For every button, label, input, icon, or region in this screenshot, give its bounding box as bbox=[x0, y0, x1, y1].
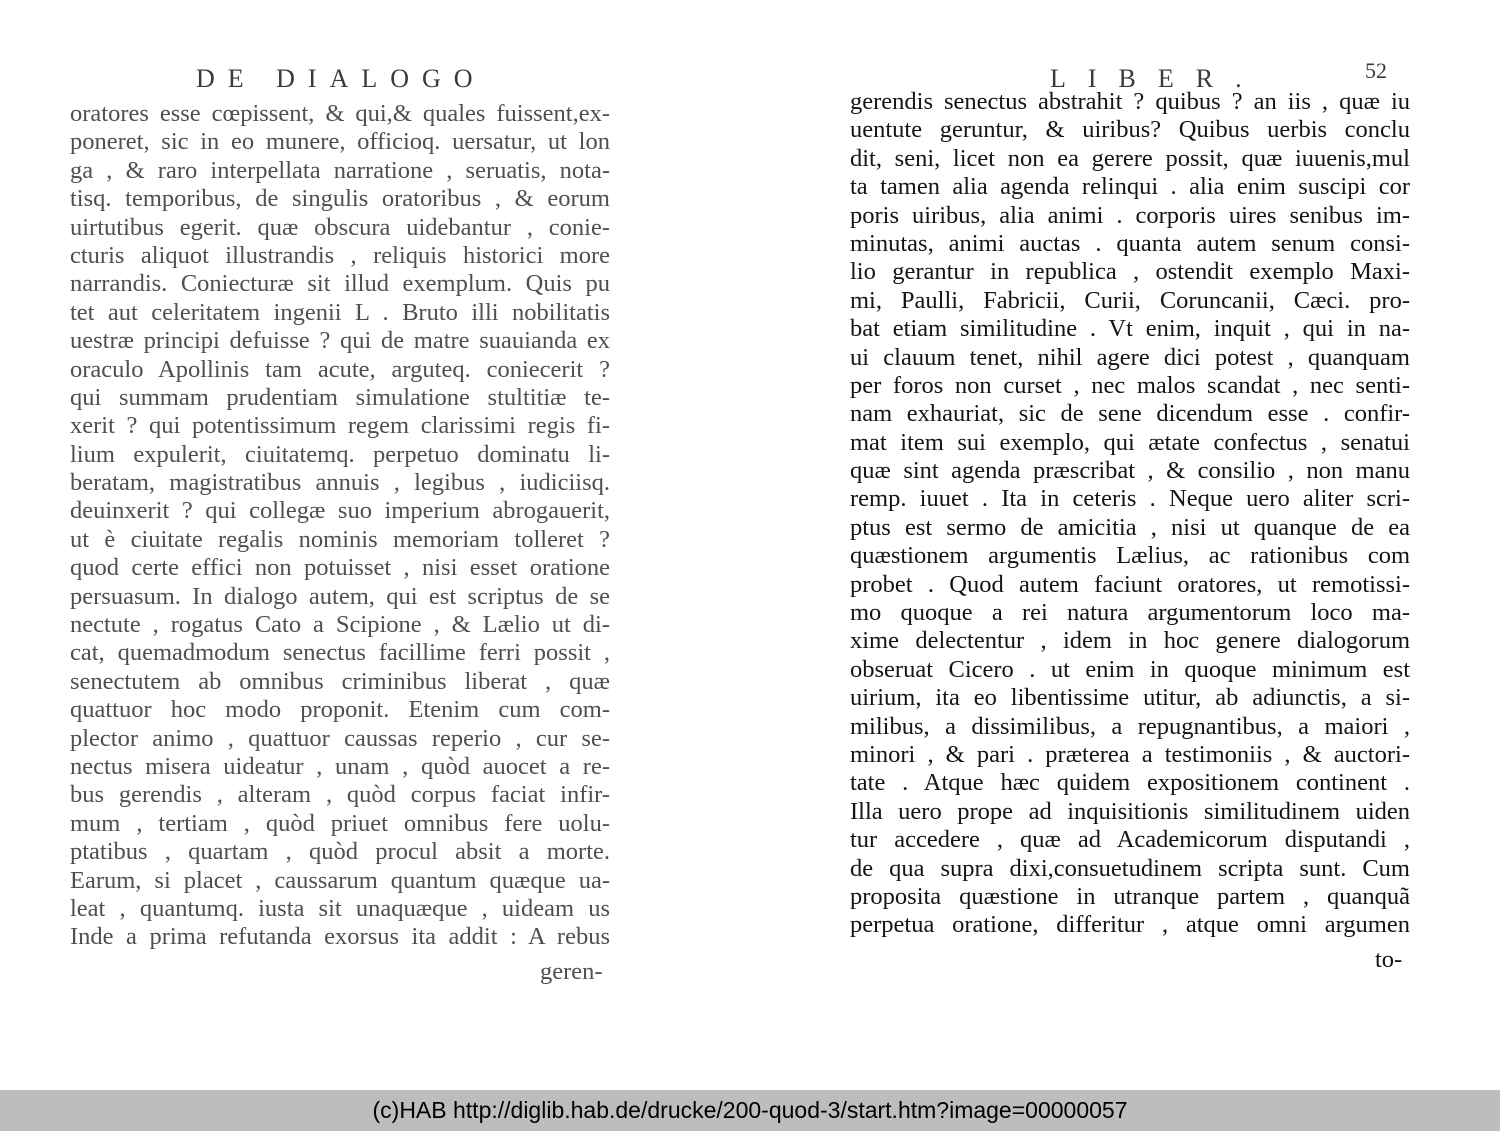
text-line: plector animo , quattuor caussas reperio , cur se- bbox=[70, 724, 610, 752]
text-line: leat , quantumq. iusta sit unaquæque , uideam us bbox=[70, 894, 610, 922]
text-line: xerit ? qui potentissimum regem clarissimi regis fi- bbox=[70, 412, 610, 440]
text-line: minori , & pari . præterea a testimoniis , & auctori- bbox=[850, 740, 1410, 768]
text-line: quod certe effici non potuisset , nisi esset oratione bbox=[70, 554, 610, 582]
text-line: Earum, si placet , caussarum quantum quæque ua- bbox=[70, 866, 610, 894]
text-line: senectutem ab omnibus criminibus liberat , quæ bbox=[70, 667, 610, 695]
text-line: cturis aliquot illustrandis , reliquis historici more bbox=[70, 241, 610, 269]
text-line: lium expulerit, ciuitatemq. perpetuo dominatu li- bbox=[70, 440, 610, 468]
text-line: uestræ principi defuisse ? qui de matre suauianda ex bbox=[70, 327, 610, 355]
text-line: ptus est sermo de amicitia , nisi ut quanque de ea bbox=[850, 513, 1410, 541]
text-line: mum , tertiam , quòd priuet omnibus fere uolu- bbox=[70, 809, 610, 837]
text-line: bus gerendis , alteram , quòd corpus faciat infir- bbox=[70, 781, 610, 809]
text-line: tate . Atque hæc quidem expositionem continent . bbox=[850, 769, 1410, 797]
text-line: quæ sint agenda præscribat , & consilio , non manu bbox=[850, 457, 1410, 485]
text-line: ui clauum tenet, nihil agere dici potest , quanquam bbox=[850, 343, 1410, 371]
text-line: tisq. temporibus, de singulis oratoribus , & eorum bbox=[70, 185, 610, 213]
text-line: Inde a prima refutanda exorsus ita addit : A rebus bbox=[70, 923, 610, 951]
text-line: tur accedere , quæ ad Academicorum disputandi , bbox=[850, 826, 1410, 854]
text-line: nectute , rogatus Cato a Scipione , & Lælio ut di- bbox=[70, 611, 610, 639]
copyright-footer: (c)HAB http://diglib.hab.de/drucke/200-quod-3/start.htm?image=00000057 bbox=[372, 1097, 1128, 1123]
text-line: quæstionem argumentis Lælius, ac rationibus com bbox=[850, 542, 1410, 570]
text-line: Illa uero prope ad inquisitionis similitudinem uiden bbox=[850, 797, 1410, 825]
text-line: perpetua oratione, differitur , atque omni argumen bbox=[850, 911, 1410, 939]
text-line: tet aut celeritatem ingenii L . Bruto illi nobilitatis bbox=[70, 298, 610, 326]
text-line: oraculo Apollinis tam acute, arguteq. coniecerit ? bbox=[70, 355, 610, 383]
text-line: nam exhauriat, sic de sene dicendum esse . confir- bbox=[850, 400, 1410, 428]
text-line: oratores esse cœpissent, & qui,& quales fuissent,ex- bbox=[70, 100, 610, 127]
text-line: persuasum. In dialogo autem, qui est scriptus de se bbox=[70, 582, 610, 610]
left-page bbox=[0, 0, 750, 1090]
text-line: ta tamen alia agenda relinqui . alia enim suscipi cor bbox=[850, 173, 1410, 201]
page-number: 52 bbox=[1365, 58, 1387, 83]
text-line: deuinxerit ? qui collegæ suo imperium abrogauerit, bbox=[70, 497, 610, 525]
text-line: uentute geruntur, & uiribus? Quibus uerbis conclu bbox=[850, 116, 1410, 144]
text-line: proposita quæstione in utranque partem , quanquã bbox=[850, 882, 1410, 910]
text-line: qui summam prudentiam simulatione stultitiæ te- bbox=[70, 383, 610, 411]
text-line: minutas, animi auctas . quanta autem senum consi- bbox=[850, 229, 1410, 257]
text-line: mi, Paulli, Fabricii, Curii, Coruncanii, Cæci. pro- bbox=[850, 286, 1410, 314]
text-line: mat item sui exemplo, qui ætate confectus , senatui bbox=[850, 428, 1410, 456]
text-line: remp. iuuet . Ita in ceteris . Neque uero aliter scri- bbox=[850, 485, 1410, 513]
text-line: milibus, a dissimilibus, a repugnantibus, a maiori , bbox=[850, 712, 1410, 740]
text-line: nectus misera uideatur , unam , quòd auocet a re- bbox=[70, 752, 610, 780]
running-head-left: DE DIALOGO bbox=[196, 64, 486, 93]
text-line: mo quoque a rei natura argumentorum loco ma- bbox=[850, 599, 1410, 627]
footer-bar bbox=[0, 1090, 1500, 1131]
text-line: ptatibus , quartam , quòd procul absit a morte. bbox=[70, 838, 610, 866]
text-line: de qua supra dixi,consuetudinem scripta sunt. Cum bbox=[850, 854, 1410, 882]
left-page-text bbox=[70, 100, 610, 952]
text-line: probet . Quod autem faciunt oratores, ut remotissi- bbox=[850, 570, 1410, 598]
text-line: poneret, sic in eo munere, officioq. uersatur, ut lon bbox=[70, 128, 610, 156]
text-line: uirium, ita eo libentissime utitur, ab adiunctis, a si- bbox=[850, 684, 1410, 712]
right-page-text bbox=[850, 88, 1410, 940]
text-line: xime delectentur , idem in hoc genere dialogorum bbox=[850, 627, 1410, 655]
text-line: bat etiam similitudine . Vt enim, inquit , qui in na- bbox=[850, 315, 1410, 343]
catchword-right: to- bbox=[1375, 946, 1403, 973]
running-head-right: LIBER. bbox=[1050, 64, 1264, 93]
text-line: ut è ciuitate regalis nominis memoriam tolleret ? bbox=[70, 525, 610, 553]
text-line: gerendis senectus abstrahit ? quibus ? an iis , quæ iu bbox=[850, 88, 1410, 115]
text-line: obseruat Cicero . ut enim in quoque minimum est bbox=[850, 655, 1410, 683]
right-page bbox=[750, 0, 1500, 1090]
text-line: quattuor hoc modo proponit. Etenim cum com- bbox=[70, 696, 610, 724]
text-line: beratam, magistratibus annuis , legibus , iudiciisq. bbox=[70, 469, 610, 497]
text-line: cat, quemadmodum senectus facillime ferri possit , bbox=[70, 639, 610, 667]
text-line: narrandis. Coniecturæ sit illud exemplum. Quis pu bbox=[70, 270, 610, 298]
text-line: dit, seni, licet non ea gerere possit, quæ iuuenis,mul bbox=[850, 144, 1410, 172]
text-line: uirtutibus egerit. quæ obscura uidebantur , conie- bbox=[70, 213, 610, 241]
text-line: lio gerantur in republica , ostendit exemplo Maxi- bbox=[850, 258, 1410, 286]
text-line: poris uiribus, alia animi . corporis uires senibus im- bbox=[850, 201, 1410, 229]
catchword-left: geren- bbox=[540, 958, 603, 985]
text-line: per foros non curset , nec malos scandat , nec senti- bbox=[850, 371, 1410, 399]
text-line: ga , & raro interpellata narratione , seruatis, nota- bbox=[70, 156, 610, 184]
